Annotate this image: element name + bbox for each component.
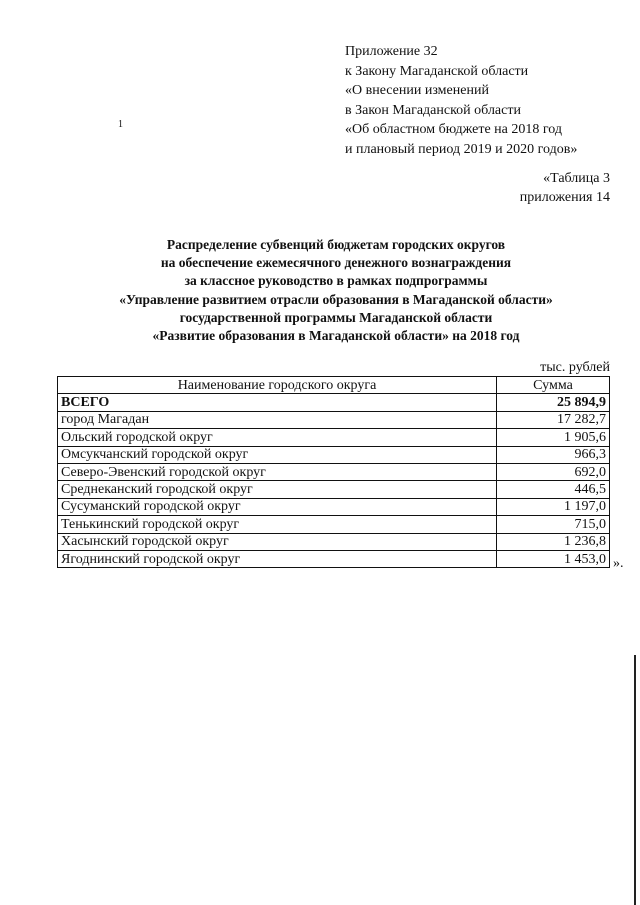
table-header-row [58, 377, 610, 394]
title-line: на обеспечение ежемесячного денежного вознаграждения [160, 255, 512, 271]
district-sum: 1 197,0 [497, 498, 610, 515]
table-reference-line: приложения 14 [519, 190, 610, 205]
total-sum: 25 894,9 [497, 394, 610, 411]
subsidy-table [57, 376, 610, 568]
table-row [58, 411, 610, 428]
appendix-header [345, 42, 577, 159]
district-name: Среднеканский городской округ [58, 481, 497, 498]
total-label: ВСЕГО [58, 394, 497, 411]
appendix-line: и плановый период 2019 и 2020 годов» [345, 141, 578, 157]
table-row [58, 463, 610, 480]
table-reference [520, 169, 610, 207]
table-total-row [58, 394, 610, 411]
table-row [58, 498, 610, 515]
district-name: Тенькинский городской округ [58, 516, 497, 533]
appendix-line: «Об областном бюджете на 2018 год [345, 122, 562, 137]
header-name: Наименование городского округа [58, 377, 497, 394]
district-sum: 692,0 [497, 463, 610, 480]
table-row [58, 533, 610, 550]
appendix-line: к Закону Магаданской области [345, 63, 529, 79]
table-reference-line: «Таблица 3 [543, 171, 610, 186]
title-line: «Управление развитием отрасли образования в Магаданской области» [119, 291, 553, 307]
scan-edge-mark [634, 655, 636, 905]
district-sum: 966,3 [497, 446, 610, 463]
document-title [40, 236, 632, 345]
district-name: Хасынский городской округ [58, 533, 497, 550]
header-sum: Сумма [497, 377, 610, 394]
district-sum: 1 905,6 [497, 429, 610, 446]
district-sum: 1 453,0 [497, 550, 610, 567]
appendix-line: «О внесении изменений [345, 83, 489, 98]
title-line: государственной программы Магаданской области [179, 309, 493, 325]
district-name: город Магадан [58, 411, 497, 428]
stray-mark: 1 [118, 119, 123, 130]
district-sum: 715,0 [497, 516, 610, 533]
title-line: Распределение субвенций бюджетам городских округов [166, 237, 506, 252]
table-row [58, 481, 610, 498]
appendix-line: в Закон Магаданской области [345, 102, 521, 118]
table-row [58, 446, 610, 463]
district-name: Северо-Эвенский городской округ [58, 463, 497, 480]
table-row [58, 550, 610, 567]
closing-quote: ». [613, 556, 624, 571]
table-row [58, 429, 610, 446]
district-sum: 446,5 [497, 481, 610, 498]
district-name: Омсукчанский городской округ [58, 446, 497, 463]
appendix-line: Приложение 32 [345, 44, 438, 59]
title-line: за классное руководство в рамках подпрограммы [184, 273, 488, 289]
district-sum: 1 236,8 [497, 533, 610, 550]
district-name: Ольский городской округ [58, 429, 497, 446]
units-label: тыс. рублей [540, 360, 610, 375]
title-line: «Развитие образования в Магаданской области» на 2018 год [152, 328, 520, 344]
district-name: Сусуманский городской округ [58, 498, 497, 515]
table-row [58, 516, 610, 533]
district-sum: 17 282,7 [497, 411, 610, 428]
district-name: Ягоднинский городской округ [58, 550, 497, 567]
